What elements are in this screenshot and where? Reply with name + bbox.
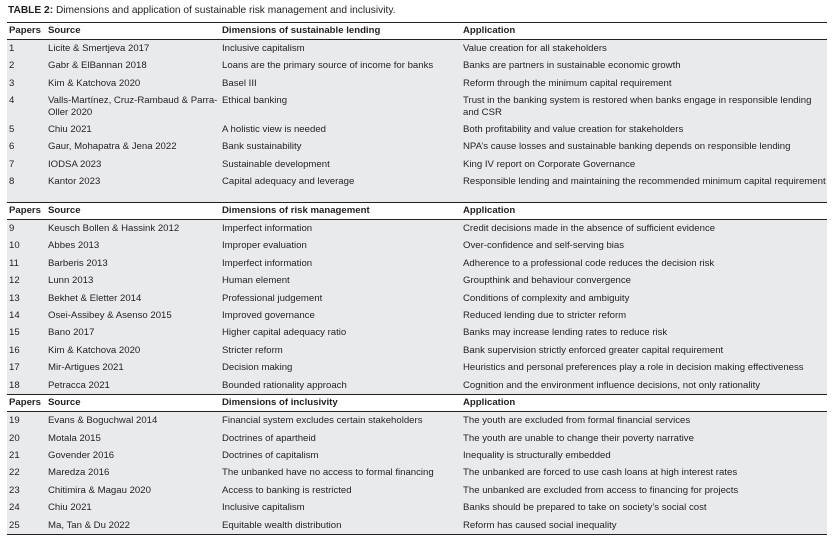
column-header-source: Source	[46, 395, 220, 412]
column-header-dimension: Dimensions of sustainable lending	[220, 23, 461, 40]
table-row	[7, 324, 827, 341]
cell-dimension: Doctrines of capitalism	[220, 447, 461, 464]
cell-dimension: The unbanked have no access to formal financing	[220, 464, 461, 481]
column-header-papers: Papers	[7, 203, 46, 220]
cell-dimension: Financial system excludes certain stakeholders	[220, 412, 461, 430]
cell-source: Evans & Boguchwal 2014	[46, 412, 220, 430]
cell-source: Lunn 2013	[46, 272, 220, 289]
column-header-dimension: Dimensions of inclusivity	[220, 395, 461, 412]
section-header-row	[7, 203, 827, 220]
column-header-dimension: Dimensions of risk management	[220, 203, 461, 220]
cell-dimension: Professional judgement	[220, 290, 461, 307]
cell-application: The youth are excluded from formal financial services	[461, 412, 827, 430]
cell-dimension: Decision making	[220, 359, 461, 376]
table-row	[7, 255, 827, 272]
table-row	[7, 92, 827, 121]
cell-application: Adherence to a professional code reduces the decision risk	[461, 255, 827, 272]
cell-dimension: Sustainable development	[220, 156, 461, 173]
cell-dimension: Capital adequacy and leverage	[220, 173, 461, 202]
cell-application: Banks may increase lending rates to reduce risk	[461, 324, 827, 341]
table-row	[7, 156, 827, 173]
cell-papers: 22	[7, 464, 46, 481]
cell-source: Chitimira & Magau 2020	[46, 482, 220, 499]
table-caption-label: TABLE 2:	[8, 5, 54, 16]
cell-application: Inequality is structurally embedded	[461, 447, 827, 464]
cell-application: Reform through the minimum capital requirement	[461, 75, 827, 92]
table-row	[7, 173, 827, 202]
cell-source: Kim & Katchova 2020	[46, 342, 220, 359]
table-row	[7, 237, 827, 254]
cell-source: Valls-Martínez, Cruz-Rambaud & Parra-Oller 2020	[46, 92, 220, 121]
cell-source: Chiu 2021	[46, 499, 220, 516]
cell-source: Chiu 2021	[46, 121, 220, 138]
cell-source: Kim & Katchova 2020	[46, 75, 220, 92]
cell-application: King IV report on Corporate Governance	[461, 156, 827, 173]
cell-dimension: Equitable wealth distribution	[220, 517, 461, 535]
table-row	[7, 342, 827, 359]
cell-dimension: Inclusive capitalism	[220, 499, 461, 516]
cell-source: Gabr & ElBannan 2018	[46, 57, 220, 74]
cell-papers: 23	[7, 482, 46, 499]
cell-application: Responsible lending and maintaining the recommended minimum capital requirement	[461, 173, 827, 202]
table-row	[7, 482, 827, 499]
cell-dimension: Bank sustainability	[220, 138, 461, 155]
cell-dimension: Human element	[220, 272, 461, 289]
cell-application: Cognition and the environment influence decisions, not only rationality	[461, 377, 827, 395]
column-header-application: Application	[461, 395, 827, 412]
cell-papers: 13	[7, 290, 46, 307]
table-body	[7, 23, 827, 535]
cell-application: The youth are unable to change their poverty narrative	[461, 430, 827, 447]
section-header-row	[7, 395, 827, 412]
cell-dimension: Imperfect information	[220, 220, 461, 238]
cell-application: Banks should be prepared to take on society’s social cost	[461, 499, 827, 516]
cell-papers: 9	[7, 220, 46, 238]
column-header-papers: Papers	[7, 395, 46, 412]
cell-source: Gaur, Mohapatra & Jena 2022	[46, 138, 220, 155]
column-header-source: Source	[46, 203, 220, 220]
cell-papers: 8	[7, 173, 46, 202]
cell-papers: 18	[7, 377, 46, 395]
cell-dimension: A holistic view is needed	[220, 121, 461, 138]
table-row	[7, 517, 827, 535]
cell-dimension: Bounded rationality approach	[220, 377, 461, 395]
column-header-papers: Papers	[7, 23, 46, 40]
table-row	[7, 430, 827, 447]
cell-papers: 10	[7, 237, 46, 254]
cell-source: Motala 2015	[46, 430, 220, 447]
cell-source: Maredza 2016	[46, 464, 220, 481]
cell-papers: 16	[7, 342, 46, 359]
table-row	[7, 272, 827, 289]
cell-application: The unbanked are excluded from access to financing for projects	[461, 482, 827, 499]
table-row	[7, 138, 827, 155]
cell-dimension: Ethical banking	[220, 92, 461, 121]
cell-source: IODSA 2023	[46, 156, 220, 173]
cell-source: Govender 2016	[46, 447, 220, 464]
cell-application: Heuristics and personal preferences play a role in decision making effectiveness	[461, 359, 827, 376]
cell-application: Reform has caused social inequality	[461, 517, 827, 535]
cell-papers: 5	[7, 121, 46, 138]
cell-application: Over-confidence and self-serving bias	[461, 237, 827, 254]
cell-application: Banks are partners in sustainable economic growth	[461, 57, 827, 74]
cell-source: Bano 2017	[46, 324, 220, 341]
cell-source: Petracca 2021	[46, 377, 220, 395]
cell-source: Barberis 2013	[46, 255, 220, 272]
table-row	[7, 121, 827, 138]
cell-source: Osei-Assibey & Asenso 2015	[46, 307, 220, 324]
cell-source: Kantor 2023	[46, 173, 220, 202]
table-row	[7, 220, 827, 238]
cell-dimension: Improved governance	[220, 307, 461, 324]
cell-application: Both profitability and value creation for stakeholders	[461, 121, 827, 138]
cell-dimension: Higher capital adequacy ratio	[220, 324, 461, 341]
cell-papers: 7	[7, 156, 46, 173]
cell-papers: 25	[7, 517, 46, 535]
cell-dimension: Improper evaluation	[220, 237, 461, 254]
cell-dimension: Access to banking is restricted	[220, 482, 461, 499]
table-row	[7, 499, 827, 516]
cell-papers: 6	[7, 138, 46, 155]
cell-source: Mir-Artigues 2021	[46, 359, 220, 376]
cell-papers: 24	[7, 499, 46, 516]
table-row	[7, 290, 827, 307]
cell-papers: 12	[7, 272, 46, 289]
table-row	[7, 359, 827, 376]
cell-dimension: Basel III	[220, 75, 461, 92]
column-header-source: Source	[46, 23, 220, 40]
cell-papers: 14	[7, 307, 46, 324]
table-row	[7, 377, 827, 395]
table-row	[7, 57, 827, 74]
table-row	[7, 447, 827, 464]
data-table	[7, 22, 827, 535]
cell-dimension: Doctrines of apartheid	[220, 430, 461, 447]
cell-papers: 15	[7, 324, 46, 341]
cell-application: Credit decisions made in the absence of sufficient evidence	[461, 220, 827, 238]
table-caption-text: Dimensions and application of sustainable risk management and inclusivity.	[55, 5, 396, 16]
cell-application: Bank supervision strictly enforced greater capital requirement	[461, 342, 827, 359]
table-row	[7, 307, 827, 324]
cell-papers: 11	[7, 255, 46, 272]
cell-papers: 20	[7, 430, 46, 447]
cell-dimension: Loans are the primary source of income for banks	[220, 57, 461, 74]
table-row	[7, 75, 827, 92]
cell-dimension: Stricter reform	[220, 342, 461, 359]
table-caption	[8, 5, 396, 16]
cell-papers: 3	[7, 75, 46, 92]
cell-papers: 21	[7, 447, 46, 464]
cell-papers: 17	[7, 359, 46, 376]
cell-dimension: Imperfect information	[220, 255, 461, 272]
column-header-application: Application	[461, 203, 827, 220]
cell-papers: 4	[7, 92, 46, 121]
cell-application: Conditions of complexity and ambiguity	[461, 290, 827, 307]
cell-source: Licite & Smertjeva 2017	[46, 40, 220, 58]
cell-papers: 1	[7, 40, 46, 58]
cell-source: Ma, Tan & Du 2022	[46, 517, 220, 535]
table-row	[7, 412, 827, 430]
section-header-row	[7, 23, 827, 40]
column-header-application: Application	[461, 23, 827, 40]
cell-source: Bekhet & Eletter 2014	[46, 290, 220, 307]
cell-application: Reduced lending due to stricter reform	[461, 307, 827, 324]
cell-application: Trust in the banking system is restored when banks engage in responsible lending and CSR	[461, 92, 827, 121]
cell-source: Abbes 2013	[46, 237, 220, 254]
cell-application: NPA’s cause losses and sustainable banking depends on responsible lending	[461, 138, 827, 155]
cell-dimension: Inclusive capitalism	[220, 40, 461, 58]
cell-application: Groupthink and behaviour convergence	[461, 272, 827, 289]
cell-papers: 19	[7, 412, 46, 430]
cell-application: Value creation for all stakeholders	[461, 40, 827, 58]
cell-source: Keusch Bollen & Hassink 2012	[46, 220, 220, 238]
cell-papers: 2	[7, 57, 46, 74]
table-row	[7, 464, 827, 481]
table-row	[7, 40, 827, 58]
cell-application: The unbanked are forced to use cash loans at high interest rates	[461, 464, 827, 481]
